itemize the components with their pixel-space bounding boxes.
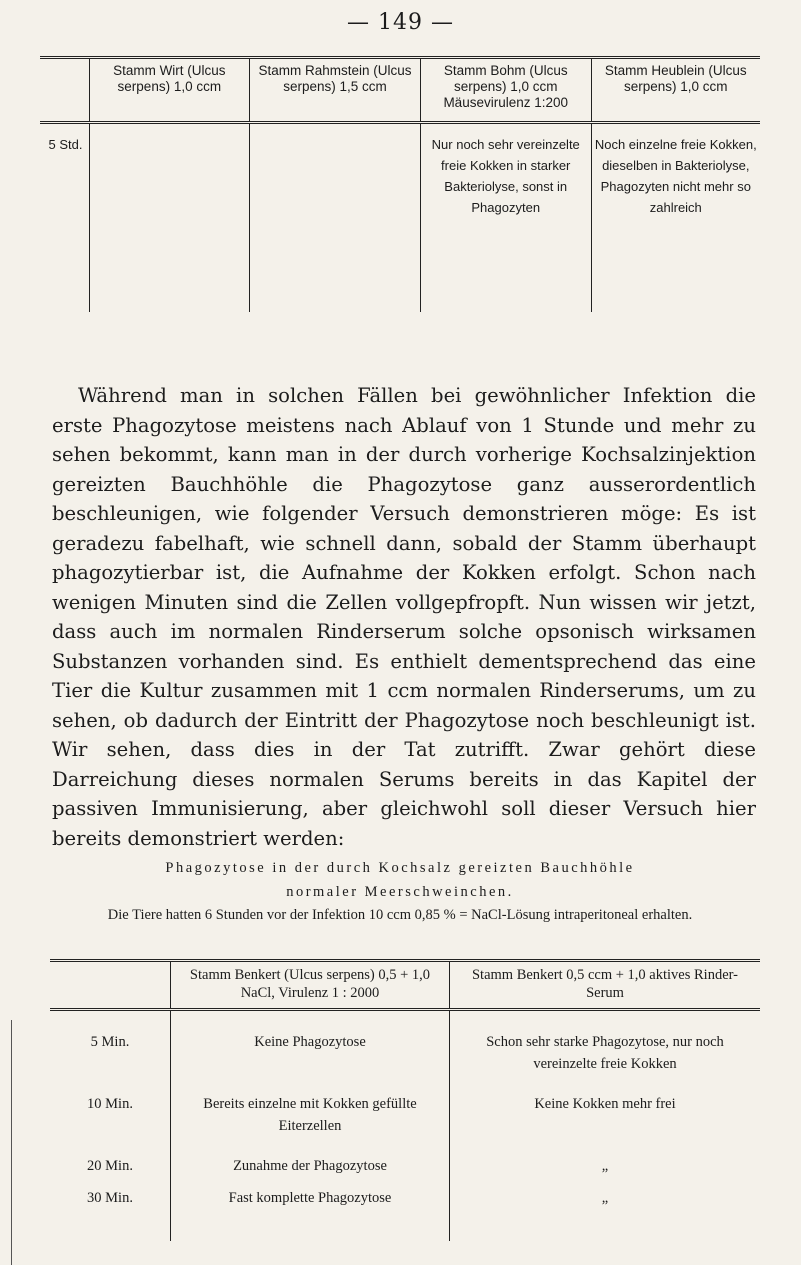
cell-nacl: Fast komplette Phagozytose [171,1177,450,1241]
header-serum: Stamm Benkert 0,5 ccm + 1,0 aktives Rinder-Serum [450,961,761,1010]
experiment-note: Die Tiere hatten 6 Stunden vor der Infektion 10 ccm 0,85 % = NaCl-Lösung intraperitoneal erhalten. [107,907,693,923]
cell-serum: Schon sehr starke Phagozytose, nur noch vereinzelte freie Kokken [450,1010,761,1076]
cell-bohm: Nur noch sehr vereinzelte freie Kokken in starker Bakteriolyse, sonst in Phagozyten [420,123,591,313]
row-label: 30 Min. [87,1190,133,1206]
experiment-title [40,856,760,904]
header-heublein: Stamm Heublein (Ulcus serpens) 1,0 ccm [591,58,760,123]
header-rahmstein: Stamm Rahmstein (Ulcus serpens) 1,5 ccm [250,58,421,123]
cell-nacl: Zunahme der Phagozytose [171,1137,450,1177]
scan-edge-line [11,1020,12,1265]
row-label: 10 Min. [87,1096,133,1112]
body-text [52,381,756,853]
cell-nacl: Keine Phagozytose [171,1010,450,1076]
table-row [50,1075,760,1137]
cell-rahmstein [250,123,421,313]
table-row [50,1137,760,1177]
cell-wirt [89,123,250,313]
cell-serum: Keine Kokken mehr frei [450,1075,761,1137]
table-row [40,123,760,313]
header-corner [40,58,89,123]
row-label: 5 Min. [90,1034,130,1050]
cell-heublein: Noch einzelne freie Kokken, dieselben in Bakteriolyse, Phagozyten nicht mehr so zahlreich [591,123,760,313]
experiment-title-line1: Phagozytose in der durch Kochsalz gereizten Bauchhöhle [165,860,635,876]
cell-nacl: Bereits einzelne mit Kokken gefüllte Eiterzellen [171,1075,450,1137]
row-label: 5 Std. [48,137,83,152]
strain-table-header [40,58,760,123]
row-label: 20 Min. [87,1158,133,1174]
header-corner [50,961,171,1010]
table-row [50,1010,760,1076]
header-wirt: Stamm Wirt (Ulcus serpens) 1,0 ccm [89,58,250,123]
strain-table [40,56,760,312]
cell-serum: „ [450,1177,761,1241]
header-bohm: Stamm Bohm (Ulcus serpens) 1,0 ccm Mäusevirulenz 1:200 [420,58,591,123]
header-nacl: Stamm Benkert (Ulcus serpens) 0,5 + 1,0 NaCl, Virulenz 1 : 2000 [171,961,450,1010]
cell-serum: „ [450,1137,761,1177]
paragraph: Während man in solchen Fällen bei gewöhnlicher Infektion die erste Phagozytose meistens nach Ablauf von 1 Stunde und mehr zu sehen bekommt, kann man in der durch vorherige Kochsalzinjektion gereizten Bauchhöhle die Phagozytose ganz ausserordentlich beschleunigen, wie folgender Versuch demonstrieren möge: Es ist geradezu fabelhaft, wie schnell dann, sobald der Stamm überhaupt phagozytierbar ist, die Aufnahme der Kokken erfolgt. Schon nach wenigen Minuten sind die Zellen vollgepfropft. Nun wissen wir jetzt, dass auch im normalen Rinderserum solche opsonisch wirksamen Substanzen vorhanden sind. Es enthielt dementsprechend das eine Tier die Kultur zusammen mit 1 ccm normalen Rinderserums, um zu sehen, ob dadurch der Eintritt der Phagozytose noch beschleunigt ist. Wir sehen, dass dies in der Tat zutrifft. Zwar gehört diese Darreichung dieses normalen Serums bereits in das Kapitel der passiven Immunisierung, aber gleichwohl soll dieser Versuch hier bereits demonstriert werden: [52,384,756,850]
page-number: — 149 — [347,10,454,35]
phagocytosis-table [50,959,760,1241]
phagocytosis-table-header [50,961,760,1010]
table-row [50,1177,760,1241]
experiment-title-line2: normaler Meerschweinchen. [286,884,514,900]
